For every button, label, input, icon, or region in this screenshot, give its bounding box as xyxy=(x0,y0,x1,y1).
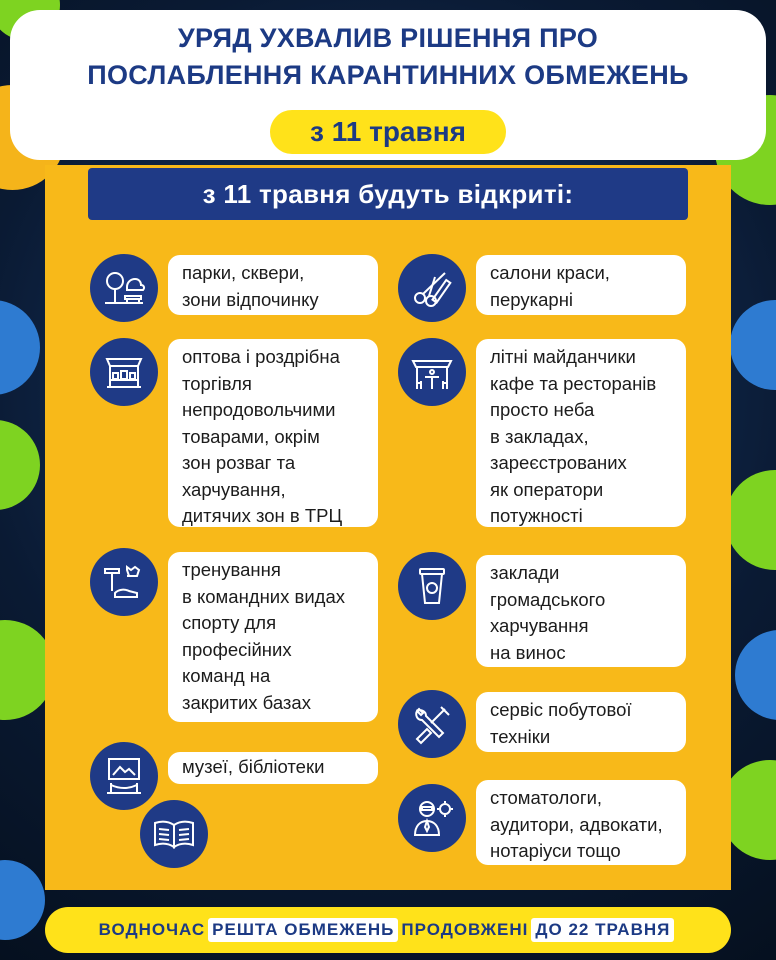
title-line-2: ПОСЛАБЛЕННЯ КАРАНТИННИХ ОБМЕЖЕНЬ xyxy=(87,60,689,90)
item-museums: музеї, бібліотеки xyxy=(168,752,378,784)
item-professionals: стоматологи, аудитори, адвокати, нотаріуси тощо xyxy=(476,780,686,865)
takeaway-cup-icon xyxy=(398,552,466,620)
date-badge: з 11 травня xyxy=(270,110,506,154)
item-sports: тренування в командних видах спорту для професійних команд на закритих базах xyxy=(168,552,378,722)
decor-circle xyxy=(0,420,40,510)
section-heading: з 11 травня будуть відкриті: xyxy=(88,168,688,220)
footer-highlight-1: РЕШТА ОБМЕЖЕНЬ xyxy=(208,918,398,942)
museum-icon xyxy=(90,742,158,810)
item-retail: оптова і роздрібна торгівля непродовольчими товарами, окрім зон розваг та харчування, дитячих зон в ТРЦ xyxy=(168,339,378,527)
decor-circle xyxy=(0,860,45,940)
professional-icon xyxy=(398,784,466,852)
park-icon xyxy=(90,254,158,322)
footer-text-1: ВОДНОЧАС xyxy=(98,920,206,939)
item-summer-terraces: літні майданчики кафе та ресторанів просто неба в закладах, зареєстрованих як оператори потужності xyxy=(476,339,686,527)
footer-highlight-2: ДО 22 ТРАВНЯ xyxy=(531,918,674,942)
page-title xyxy=(0,20,776,94)
book-icon xyxy=(140,800,208,868)
footer-banner xyxy=(45,907,731,953)
scissors-comb-icon xyxy=(398,254,466,322)
item-takeaway-food: заклади громадського харчування на винос xyxy=(476,555,686,667)
item-appliance-service: сервіс побутової техніки xyxy=(476,692,686,752)
title-line-1: УРЯД УХВАЛИВ РІШЕННЯ ПРО xyxy=(177,23,599,53)
item-parks: парки, сквери, зони відпочинку xyxy=(168,255,378,315)
decor-circle xyxy=(725,470,776,570)
sport-equipment-icon xyxy=(90,548,158,616)
item-beauty-salons: салони краси, перукарні xyxy=(476,255,686,315)
cafe-terrace-icon xyxy=(398,338,466,406)
decor-circle xyxy=(735,630,776,720)
decor-circle xyxy=(0,300,40,395)
decor-circle xyxy=(730,300,776,390)
footer-text-2: ПРОДОВЖЕНІ xyxy=(401,920,529,939)
shop-stall-icon xyxy=(90,338,158,406)
tools-icon xyxy=(398,690,466,758)
